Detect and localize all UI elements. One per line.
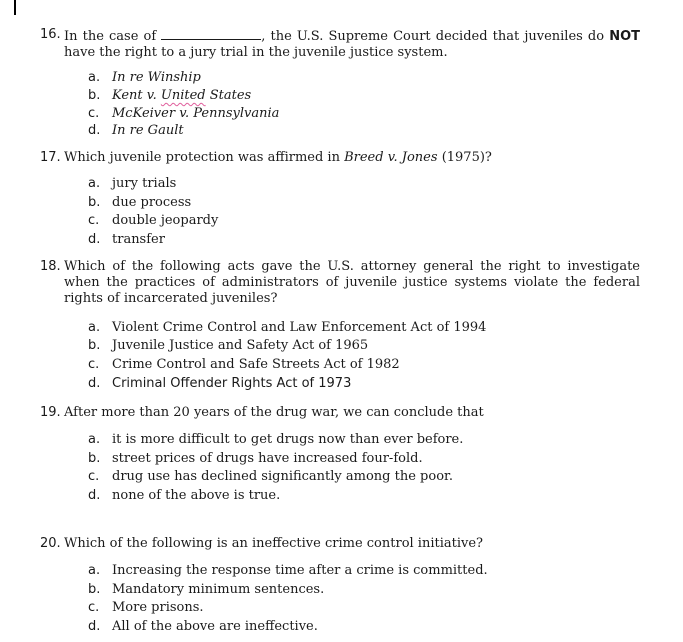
question-18 — [40, 259, 640, 307]
option-16b: b. Kent v. United States — [88, 88, 252, 103]
option-20c: c. More prisons. — [88, 600, 204, 615]
option-18b: b. Juvenile Justice and Safety Act of 1965 — [88, 338, 369, 353]
option-20a: a. Increasing the response time after a crime is committed. — [88, 563, 488, 578]
question-text: In the case of , the U.S. Supreme Court decided that juveniles do NOT have the right to a jury trial in the juvenile justice system. — [64, 29, 640, 60]
question-text: Which of the following acts gave the U.S. attorney general the right to investigate when the practices of administrators of juvenile justice systems violate the federal rights of incarcerated juveniles? — [64, 259, 640, 306]
option-17b: b. due process — [88, 195, 192, 210]
option-17d: d. transfer — [88, 232, 165, 247]
question-20 — [40, 536, 640, 552]
question-number: 19. — [40, 405, 61, 420]
answer-blank — [161, 27, 261, 40]
option-19c: c. drug use has declined significantly among the poor. — [88, 469, 453, 484]
option-17c: c. double jeopardy — [88, 213, 219, 228]
question-number: 16. — [40, 27, 61, 42]
option-19b: b. street prices of drugs have increased four-fold. — [88, 451, 423, 466]
question-number: 18. — [40, 259, 61, 274]
question-text: After more than 20 years of the drug war, we can conclude that — [64, 405, 484, 420]
option-16a: a. In re Winship — [88, 70, 201, 85]
question-number: 17. — [40, 150, 61, 165]
question-text: Which of the following is an ineffective crime control initiative? — [64, 536, 484, 551]
option-17a: a. jury trials — [88, 176, 177, 191]
question-17 — [40, 150, 640, 166]
option-19a: a. it is more difficult to get drugs now than ever before. — [88, 432, 464, 447]
option-16c: c. McKeiver v. Pennsylvania — [88, 106, 280, 121]
option-19d: d. none of the above is true. — [88, 488, 281, 503]
option-18d: d. Criminal Offender Rights Act of 1973 — [88, 376, 352, 391]
option-16d: d. In re Gault — [88, 123, 184, 138]
option-18c: c. Crime Control and Safe Streets Act of 1982 — [88, 357, 400, 372]
spellcheck-mark: United — [160, 88, 206, 103]
option-20b: b. Mandatory minimum sentences. — [88, 582, 325, 597]
option-20d: d. All of the above are ineffective. — [88, 619, 318, 634]
question-16 — [40, 27, 640, 61]
question-19 — [40, 405, 640, 421]
question-number: 20. — [40, 536, 61, 551]
option-18a: a. Violent Crime Control and Law Enforcement Act of 1994 — [88, 320, 487, 335]
question-text: Which juvenile protection was affirmed in Breed v. Jones (1975)? — [64, 150, 492, 165]
text-cursor — [14, 0, 16, 15]
